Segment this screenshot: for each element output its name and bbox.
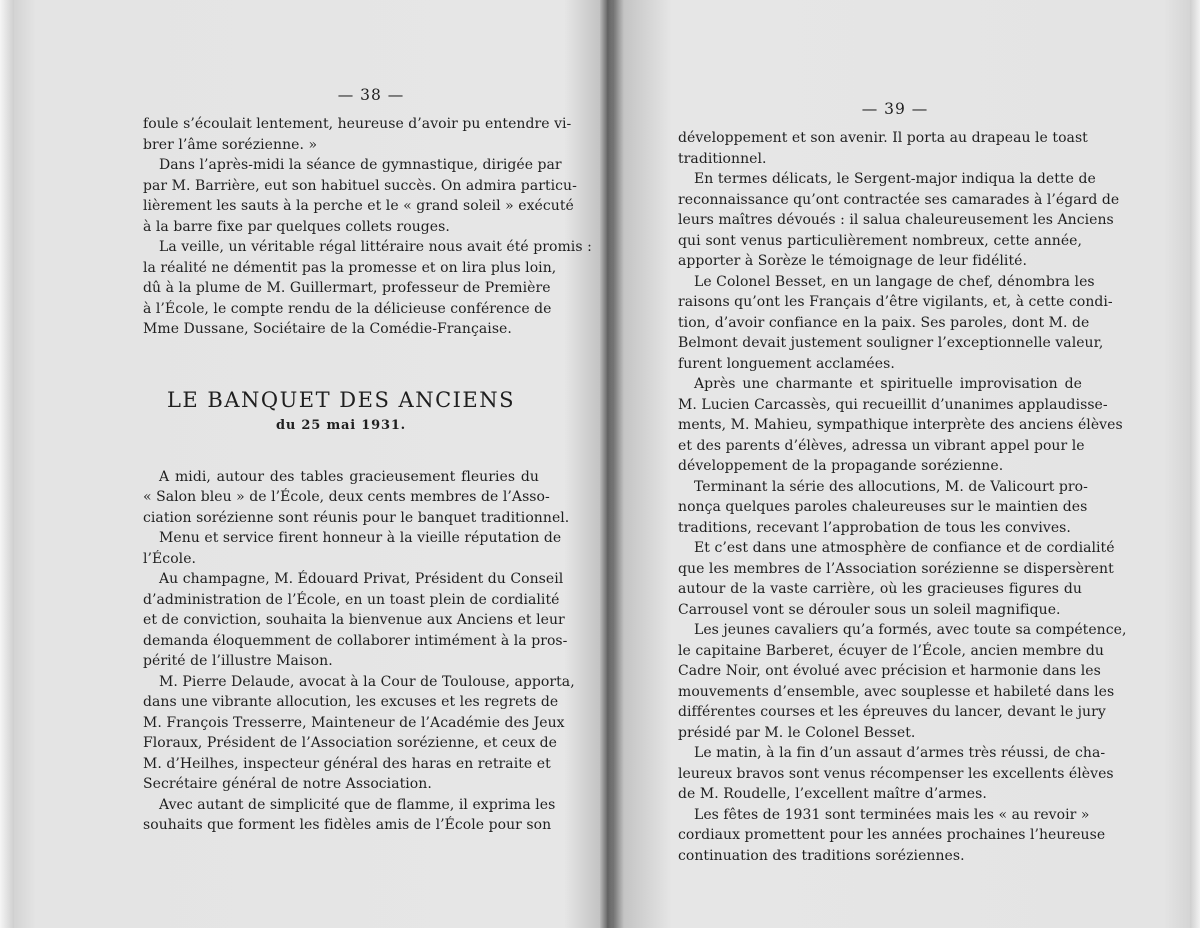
text-line: développement et son avenir. Il porta au drapeau le toast xyxy=(678,130,1088,146)
section-subtitle: du 25 mai 1931. xyxy=(275,417,407,433)
text-line: tion, d’avoir confiance en la paix. Ses paroles, dont M. de xyxy=(678,314,1090,331)
text-line: par M. Barrière, eut son habituel succès. On admira particu- xyxy=(143,177,577,194)
text-line: Et c’est dans une atmosphère de confiance et de cordialité xyxy=(694,540,1115,556)
text-line: brer l’âme sorézienne. » xyxy=(143,136,318,153)
text-line: Le Colonel Besset, en un langage de chef, dénombra les xyxy=(694,273,1095,290)
text-line: Le matin, à la fin d’un assaut d’armes très réussi, de cha- xyxy=(694,745,1106,761)
book-gutter xyxy=(600,0,614,928)
text-line: Au champagne, M. Édouard Privat, Président du Conseil xyxy=(159,571,564,587)
text-line: Cadre Noir, ont évolué avec précision et harmonie dans les xyxy=(678,663,1101,679)
text-line: ciation sorézienne sont réunis pour le banquet traditionnel. xyxy=(143,509,570,526)
text-line: à l’École, le compte rendu de la délicieuse conférence de xyxy=(143,300,552,317)
text-line: En termes délicats, le Sergent-major indiqua la dette de xyxy=(694,171,1096,187)
text-line: présidé par M. le Colonel Besset. xyxy=(678,724,916,741)
text-line: apporter à Sorèze le témoignage de leur fidélité. xyxy=(678,253,1027,269)
text-line: dû à la plume de M. Guillermart, professeur de Première xyxy=(143,280,551,296)
text-line: Menu et service firent honneur à la vieille réputation de xyxy=(159,530,562,546)
text-line: reconnaissance qu’ont contractée ses camarades à l’égard de xyxy=(678,191,1120,208)
text-line: Les jeunes cavaliers qu’a formés, avec toute sa compétence, xyxy=(694,622,1127,638)
text-line: lièrement les sauts à la perche et le « grand soleil » exécuté xyxy=(143,198,574,214)
text-line: souhaits que forment les fidèles amis de l’École pour son xyxy=(143,817,552,833)
text-line: M. Pierre Delaude, avocat à la Cour de Toulouse, apporta, xyxy=(159,673,575,690)
text-line: raisons qu’ont les Français d’être vigilants, et, à cette condi- xyxy=(678,294,1113,310)
text-line: traditionnel. xyxy=(678,150,767,167)
text-line: mouvements d’ensemble, avec souplesse et habileté dans les xyxy=(678,683,1115,700)
left-page-edge xyxy=(0,0,14,928)
text-line: Après une charmante et spirituelle improvisation de xyxy=(694,376,1082,392)
text-line: Avec autant de simplicité que de flamme, il exprima les xyxy=(159,796,556,813)
text-line: périté de l’illustre Maison. xyxy=(143,653,333,669)
text-line: leureux bravos sont venus récompenser les excellents élèves xyxy=(678,765,1114,782)
text-line: Les fêtes de 1931 sont terminées mais les « au revoir » xyxy=(694,806,1090,823)
text-line: Dans l’après-midi la séance de gymnastique, dirigée par xyxy=(159,157,562,173)
text-line: l’École. xyxy=(143,550,197,567)
page-number-right: — 39 — xyxy=(861,100,929,118)
right-page-edge xyxy=(1190,0,1200,928)
page-number-left: — 38 — xyxy=(337,86,405,104)
text-line: traditions, recevant l’approbation de tous les convives. xyxy=(678,519,1071,536)
text-line: leurs maîtres dévoués : il salua chaleureusement les Anciens xyxy=(678,212,1114,228)
text-line: M. Lucien Carcassès, qui recueillit d’unanimes applaudisse- xyxy=(678,396,1108,413)
text-line: de M. Roudelle, l’excellent maître d’armes. xyxy=(678,786,987,802)
text-line: et de conviction, souhaita la bienvenue aux Anciens et leur xyxy=(143,612,565,628)
text-line: dans une vibrante allocution, les excuses et les regrets de xyxy=(143,694,559,710)
text-line: Secrétaire général de notre Association. xyxy=(143,776,432,792)
text-line: et des parents d’élèves, adressa un vibrant appel pour le xyxy=(678,437,1085,454)
text-line: Terminant la série des allocutions, M. de Valicourt pro- xyxy=(694,478,1088,495)
section-title: LE BANQUET DES ANCIENS xyxy=(166,387,516,412)
text-line: continuation des traditions soréziennes. xyxy=(678,847,965,864)
text-line: Carrousel vont se dérouler sous un soleil magnifique. xyxy=(678,601,1061,618)
text-line: la réalité ne démentit pas la promesse et on lira plus loin, xyxy=(143,259,557,276)
text-line: furent longuement acclamées. xyxy=(678,355,895,372)
text-line: Floraux, Président de l’Association sorézienne, et ceux de xyxy=(143,735,558,751)
text-line: différentes courses et les épreuves du lancer, devant le jury xyxy=(678,704,1106,720)
text-line: que les membres de l’Association sorézienne se dispersèrent xyxy=(678,560,1114,577)
text-line: Belmont devait justement souligner l’exceptionnelle valeur, xyxy=(678,335,1104,351)
text-line: nonça quelques paroles chaleureuses sur le maintien des xyxy=(678,499,1088,515)
text-line: M. François Tresserre, Mainteneur de l’Académie des Jeux xyxy=(143,714,565,731)
text-line: Mme Dussane, Sociétaire de la Comédie-Française. xyxy=(143,321,512,337)
text-line: demanda éloquemment de collaborer intimément à la pros- xyxy=(143,632,568,649)
text-line: foule s’écoulait lentement, heureuse d’avoir pu entendre vi- xyxy=(143,116,572,132)
text-line: La veille, un véritable régal littéraire nous avait été promis : xyxy=(159,239,592,255)
text-line: le capitaine Barberet, écuyer de l’École, ancien membre du xyxy=(678,642,1104,659)
text-line: « Salon bleu » de l’École, deux cents membres de l’Asso- xyxy=(143,489,550,505)
text-line: autour de la vaste carrière, où les gracieuses figures du xyxy=(678,581,1082,597)
text-line: M. d’Heilhes, inspecteur général des haras en retraite et xyxy=(143,755,551,772)
left-page xyxy=(143,86,592,836)
right-page xyxy=(678,100,1127,866)
text-line: développement de la propagande sorézienne. xyxy=(678,458,1004,474)
text-line: A midi, autour des tables gracieusement fleuries du xyxy=(159,468,539,485)
text-line: à la barre fixe par quelques collets rouges. xyxy=(143,218,450,235)
text-line: qui sont venus particulièrement nombreux, cette année, xyxy=(678,232,1082,249)
text-line: d’administration de l’École, en un toast plein de cordialité xyxy=(143,591,560,608)
text-line: cordiaux promettent pour les années prochaines l’heureuse xyxy=(678,827,1106,843)
text-line: ments, M. Mahieu, sympathique interprète des anciens élèves xyxy=(678,417,1123,433)
